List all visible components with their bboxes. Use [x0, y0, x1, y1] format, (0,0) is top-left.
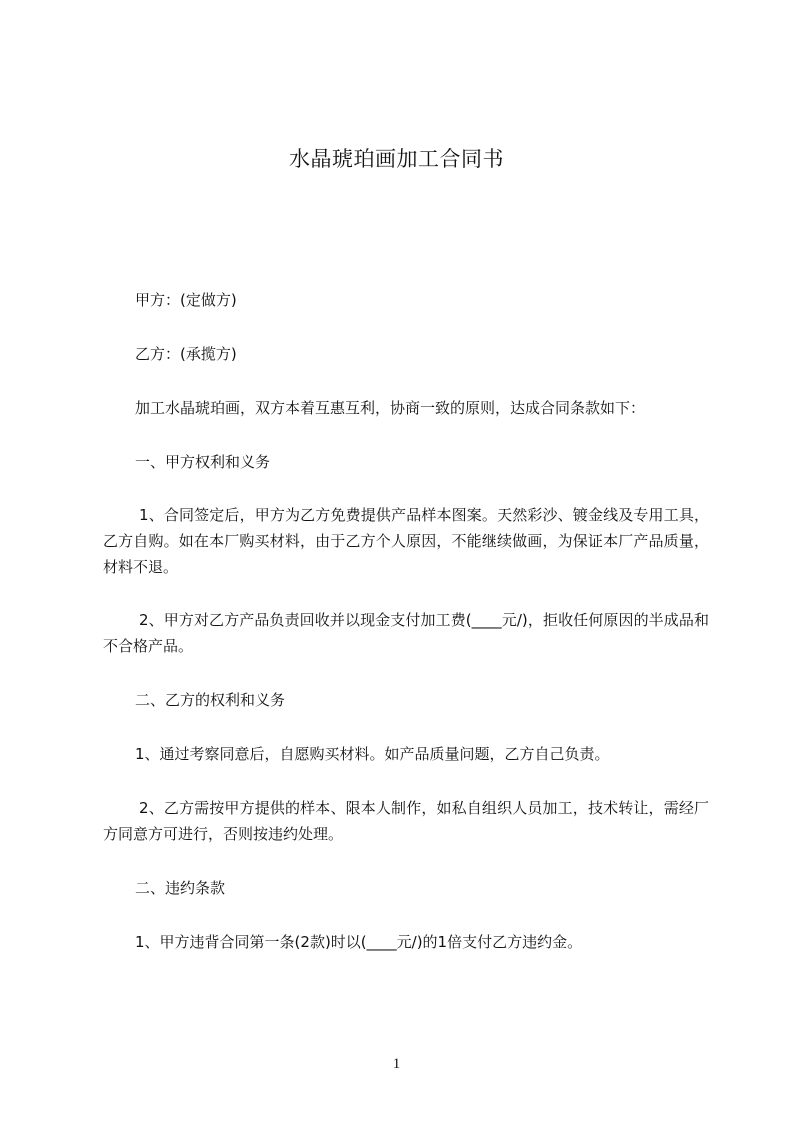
section-heading: 二、乙方的权利和义务 [135, 691, 286, 709]
section-heading: 二、违约条款 [135, 879, 226, 897]
clause: 1、通过考察同意后，自愿购买材料。如产品质量问题，乙方自己负责。 [135, 745, 610, 763]
page-number: 1 [392, 1056, 401, 1072]
clause: 1、甲方违背合同第一条(2款)时以(____元/)的1倍支付乙方违约金。 [135, 933, 583, 951]
preamble: 加工水晶琥珀画，双方本着互惠互利，协商一致的原则，达成合同条款如下： [135, 399, 646, 417]
clause: 2、乙方需按甲方提供的样本、限本人制作，如私自组织人员加工，技术转让，需经厂方同意方可进行，否则按违约处理。 [103, 799, 709, 843]
section-heading: 一、甲方权利和义务 [135, 453, 271, 471]
party-b-line: 乙方：(承揽方) [135, 345, 237, 363]
clause: 1、合同签定后，甲方为乙方免费提供产品样本图案。天然彩沙、镀金线及专用工具，乙方自购。如在本厂购买材料，由于乙方个人原因，不能继续做画，为保证本厂产品质量，材料不退。 [103, 506, 709, 576]
clause: 2、甲方对乙方产品负责回收并以现金支付加工费(____元/)，拒收任何原因的半成品和不合格产品。 [103, 611, 709, 655]
party-a-line: 甲方：(定做方) [135, 291, 237, 309]
document-title: 水晶琥珀画加工合同书 [289, 147, 504, 171]
